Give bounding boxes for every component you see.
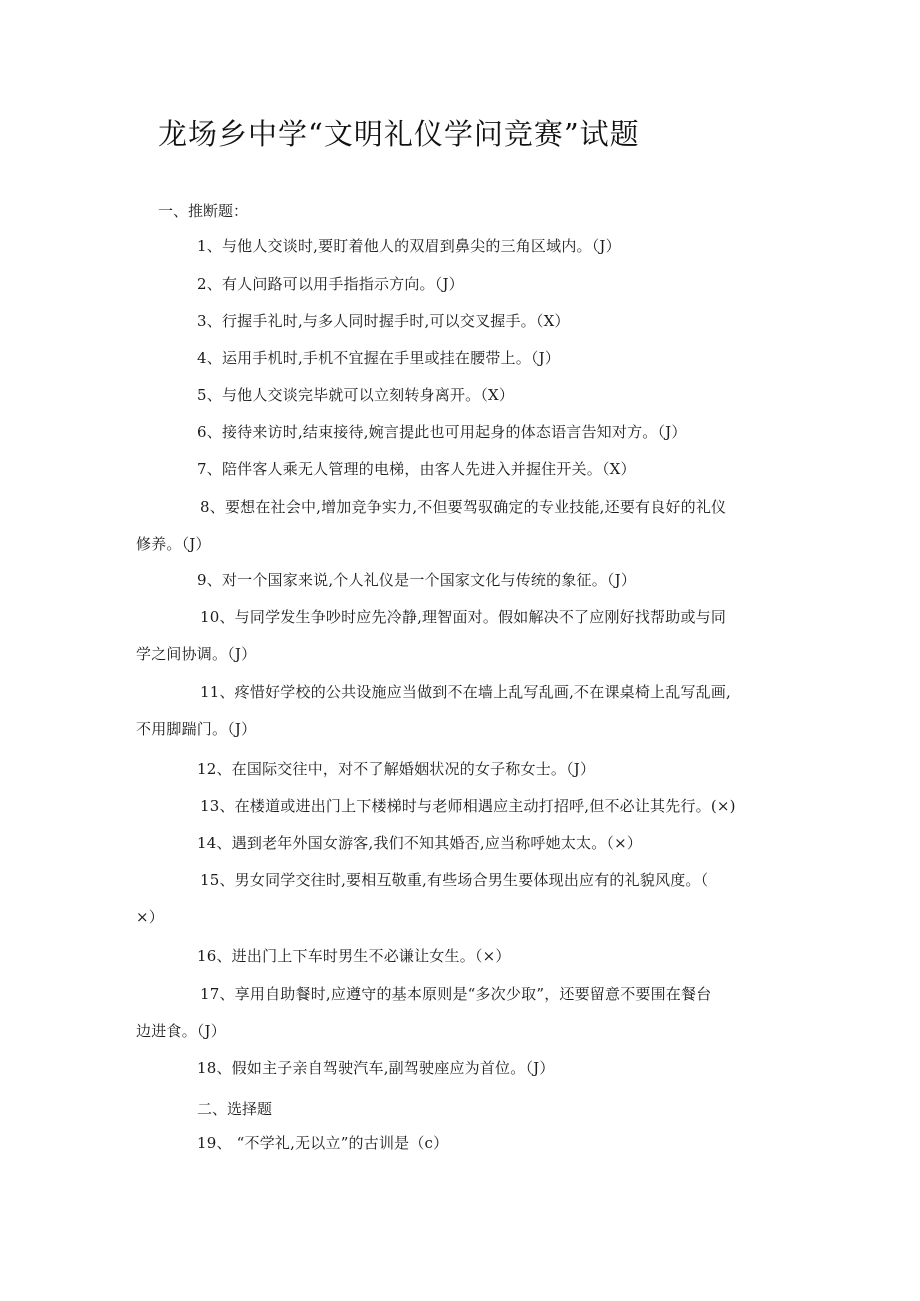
section-heading-judgement: 一、推断题： — [158, 202, 249, 220]
page-title: 龙场乡中学“文明礼仪学问竞赛”试题 — [158, 117, 640, 151]
question-item — [197, 1125, 448, 1162]
question-item — [197, 377, 514, 414]
question-text: 17、享用自助餐时,应遵守的基本原则是“多次少取”，还要留意不要围在餐台 — [200, 985, 712, 1003]
question-text: 1、与他人交谈时,要盯着他人的双眉到鼻尖的三角区域内。（J） — [197, 237, 621, 255]
question-text: 14、遇到老年外国女游客,我们不知其婚否,应当称呼她太太。（×） — [197, 834, 643, 852]
question-text: 3、行握手礼时,与多人同时握手时,可以交叉握手。（X） — [197, 312, 570, 330]
question-text: 19、 “不学礼,无以立”的古训是（c） — [197, 1134, 449, 1152]
question-text-continued: 修养。（J） — [136, 535, 211, 553]
question-item — [197, 451, 636, 488]
question-text: 16、进出门上下车时男生不必谦让女生。（×） — [197, 947, 511, 965]
question-text: 11、疼惜好学校的公共设施应当做到不在墙上乱写乱画,不在课桌椅上乱写乱画, — [200, 683, 732, 701]
question-item — [197, 266, 464, 303]
question-text: 9、对一个国家来说,个人礼仪是一个国家文化与传统的象征。（J） — [197, 571, 637, 589]
question-item — [197, 228, 621, 265]
question-text: 10、与同学发生争吵时应先冷静,理智面对。假如解决不了应刚好找帮助或与同 — [200, 608, 727, 626]
question-item — [197, 562, 636, 599]
question-text: 8、要想在社会中,增加竞争实力,不但要驾驭确定的专业技能,还要有良好的礼仪 — [200, 498, 727, 516]
question-item — [197, 1050, 555, 1087]
question-item — [136, 674, 732, 748]
question-text: 15、男女同学交往时,要相互敬重,有些场合男生要体现出应有的礼貌风度。（ — [200, 871, 709, 889]
question-item — [136, 976, 712, 1050]
question-text-continued: 边进食。（J） — [136, 1022, 226, 1040]
question-text: 13、在楼道或进出门上下楼梯时与老师相遇应主动打招呼,但不必让其先行。(×) — [200, 797, 736, 815]
question-text-continued: 不用脚踹门。（J） — [136, 720, 257, 738]
question-text-continued: 学之间协调。（J） — [136, 645, 257, 663]
question-item — [197, 938, 511, 975]
question-item — [136, 862, 709, 936]
question-item — [136, 599, 727, 673]
question-item — [197, 414, 687, 451]
question-text: 18、假如主子亲自驾驶汽车,副驾驶座应为首位。（J） — [197, 1059, 555, 1077]
question-text: 5、与他人交谈完毕就可以立刻转身离开。（X） — [197, 386, 515, 404]
question-text: 2、有人问路可以用手指指示方向。（J） — [197, 275, 464, 293]
question-text-continued: ×） — [136, 908, 164, 926]
question-text: 12、在国际交往中，对不了解婚姻状况的女子称女士。（J） — [197, 760, 596, 778]
question-text: 4、运用手机时,手机不宜握在手里或挂在腰带上。（J） — [197, 349, 561, 367]
question-item — [197, 825, 642, 862]
question-item — [197, 340, 560, 377]
question-item — [197, 303, 570, 340]
question-item — [197, 751, 595, 788]
question-text: 6、接待来访时,结束接待,婉言提此也可用起身的体态语言告知对方。（J） — [197, 423, 687, 441]
section-heading-choice: 二、选择题 — [197, 1100, 273, 1118]
question-text: 7、陪伴客人乘无人管理的电梯，由客人先进入并握住开关。（X） — [197, 460, 636, 478]
question-item — [136, 489, 727, 563]
question-item — [200, 788, 736, 825]
